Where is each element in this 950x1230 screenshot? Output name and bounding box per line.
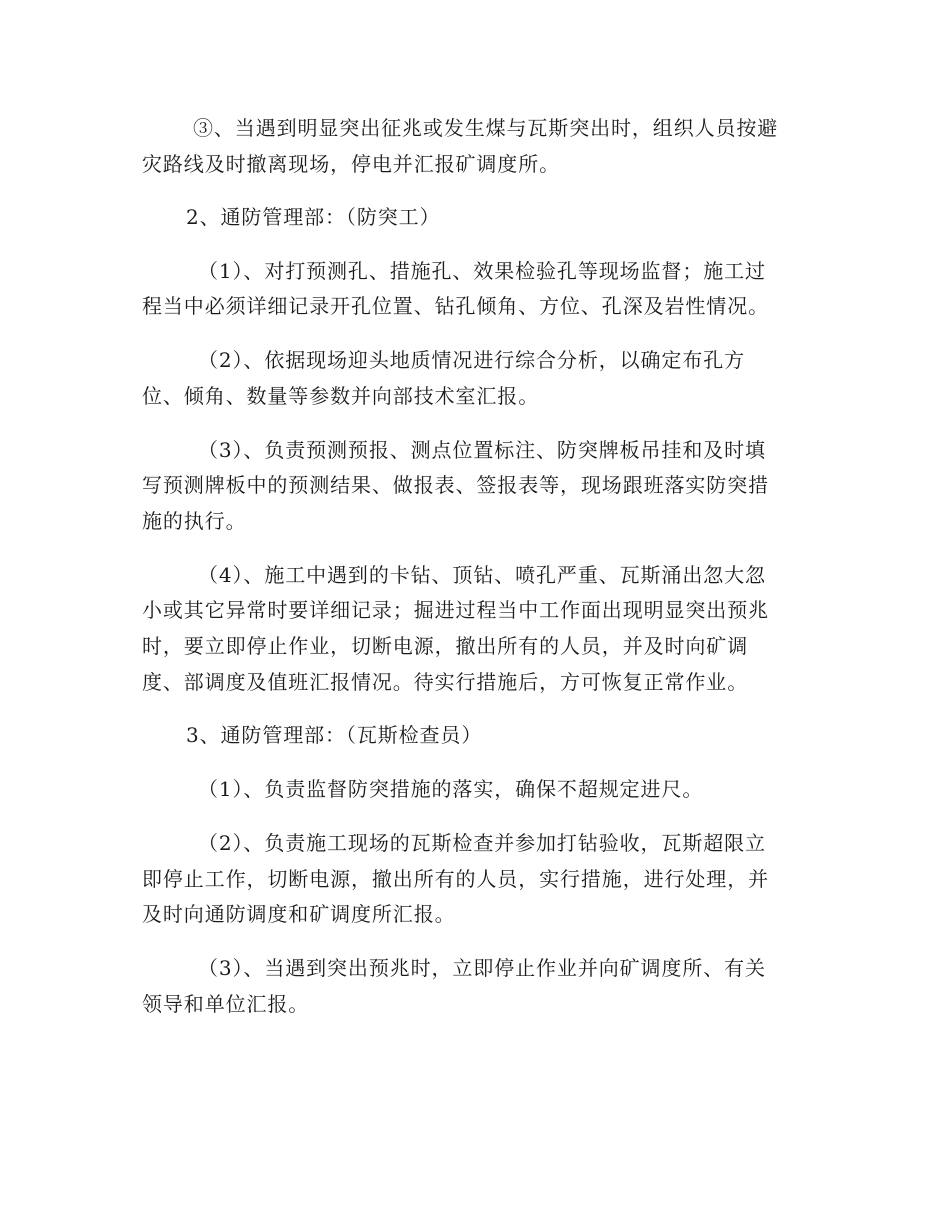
- paragraph-line: （4）、施工中遇到的卡钻、顶钻、喷孔严重、瓦斯涌出忽大忽: [198, 563, 766, 587]
- paragraph-line: （1）、负责监督防突措施的落实，确保不超规定进尺。: [198, 777, 704, 801]
- paragraph-line: 程当中必须详细记录开孔位置、钻孔倾角、方位、孔深及岩性情况。: [142, 294, 769, 318]
- paragraph-line: 施的执行。: [142, 509, 247, 533]
- paragraph-line: 度、部调度及值班汇报情况。待实行措施后，方可恢复正常作业。: [142, 670, 749, 694]
- paragraph-line: （3）、当遇到突出预兆时，立即停止作业并向矿调度所、有关: [198, 956, 766, 980]
- section-heading: 2、通防管理部：（防突工）: [186, 205, 441, 229]
- paragraph-line: 领导和单位汇报。: [142, 992, 310, 1016]
- paragraph-line: 时，要立即停止作业，切断电源，撤出所有的人员，并及时向矿调: [142, 634, 749, 658]
- section-heading: 3、通防管理部：（瓦斯检查员）: [186, 723, 483, 747]
- paragraph-line: 即停止工作，切断电源，撤出所有的人员，实行措施，进行处理，并: [142, 867, 769, 891]
- paragraph-line: （2）、负责施工现场的瓦斯检查并参加打钻验收，瓦斯超限立: [198, 831, 766, 855]
- paragraph-line: （2）、依据现场迎头地质情况进行综合分析，以确定布孔方: [198, 348, 746, 372]
- paragraph-line: 及时向通防调度和矿调度所汇报。: [142, 902, 456, 926]
- paragraph-line: ③、当遇到明显突出征兆或发生煤与瓦斯突出时，组织人员按避: [193, 116, 779, 140]
- paragraph-line: 位、倾角、数量等参数并向部技术室汇报。: [142, 384, 540, 408]
- paragraph-line: （1）、对打预测孔、措施孔、效果检验孔等现场监督；施工过: [198, 259, 766, 283]
- paragraph-line: 写预测牌板中的预测结果、做报表、签报表等，现场跟班落实防突措: [142, 473, 769, 497]
- paragraph-line: （3）、负责预测预报、测点位置标注、防突牌板吊挂和及时填: [198, 438, 766, 462]
- paragraph-line: 小或其它异常时要详细记录；掘进过程当中工作面出现明显突出预兆: [142, 598, 769, 622]
- paragraph-line: 灾路线及时撤离现场，停电并汇报矿调度所。: [142, 152, 560, 176]
